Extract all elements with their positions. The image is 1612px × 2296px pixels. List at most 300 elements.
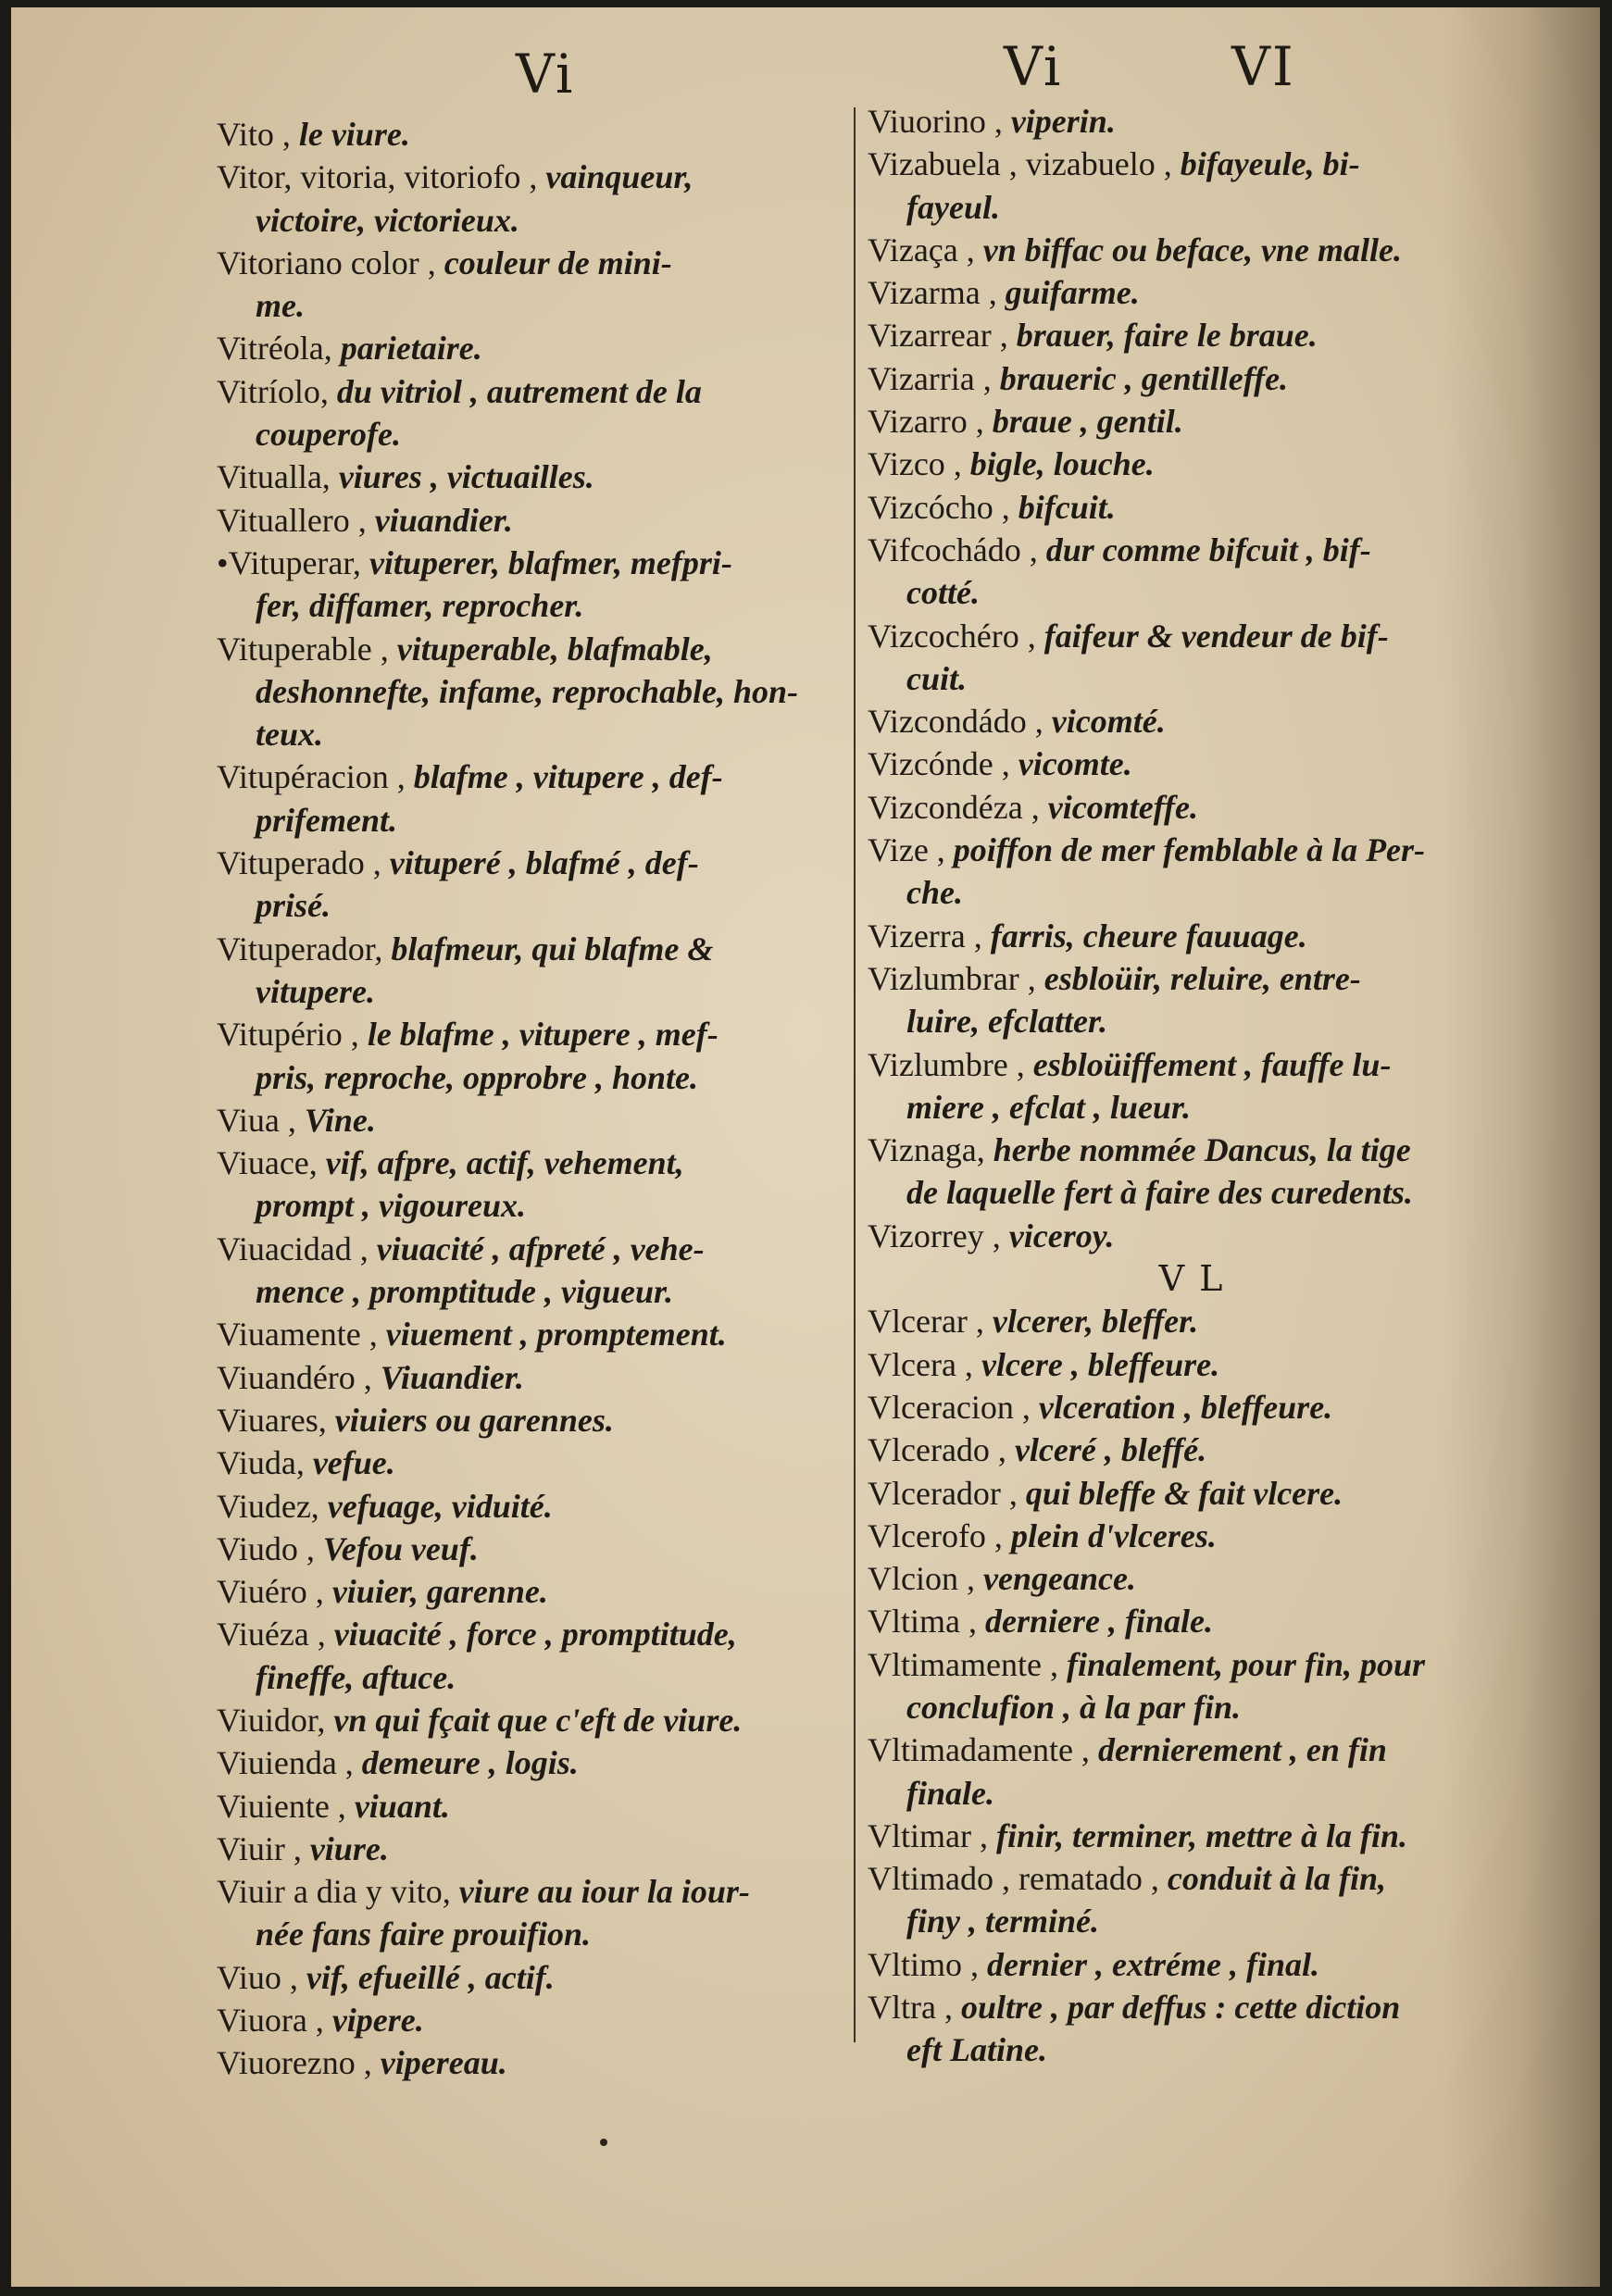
right-column: [868, 100, 1516, 2072]
definition: parietaire.: [340, 330, 482, 368]
headword: Vitupéracion ,: [217, 758, 414, 796]
dictionary-entry: [217, 542, 856, 628]
headword: Viudo ,: [217, 1529, 323, 1567]
entry-line: [868, 143, 1516, 185]
definition: vn qui fçait que c'eft de viure.: [333, 1701, 743, 1739]
entry-line: [868, 1429, 1516, 1471]
entry-line: [217, 1099, 856, 1142]
definition: viuandier.: [374, 501, 513, 539]
definition: oultre , par deffus : cette diction: [960, 1989, 1401, 2027]
entry-line: [217, 1313, 856, 1355]
definition: conclufion , à la par fin.: [906, 1688, 1242, 1726]
definition: che.: [906, 874, 963, 912]
dictionary-entry: [217, 1570, 856, 1613]
entry-line: [868, 742, 1516, 785]
definition: pris, reproche, opprobre , honte.: [256, 1058, 699, 1096]
dictionary-entry: [868, 529, 1516, 615]
headword: Vituperador,: [217, 930, 392, 967]
dictionary-entry: [217, 1741, 856, 1784]
headword: Vifcochádo ,: [868, 530, 1046, 568]
entry-line: [868, 1215, 1516, 1257]
entry-line: [217, 1142, 856, 1184]
entry-line: [217, 2041, 856, 2084]
dictionary-entry: [868, 443, 1516, 485]
entry-line: [217, 928, 856, 970]
definition: miere , efclat , lueur.: [906, 1088, 1191, 1126]
entry-line: [868, 1171, 1516, 1214]
definition: cuit.: [906, 659, 968, 697]
entry-line: [217, 628, 856, 670]
dictionary-entry: [217, 1956, 856, 1999]
dictionary-entry: [868, 1643, 1516, 1729]
definition: vipereau.: [380, 2044, 507, 2082]
dictionary-entry: [868, 1300, 1516, 1342]
definition: viuacité , afpreté , vehe-: [376, 1229, 705, 1267]
definition: brauer, faire le braue.: [1016, 317, 1318, 355]
headword: Vitor, vitoria, vitoriofo ,: [217, 158, 546, 196]
headword: Viuéza ,: [217, 1616, 334, 1653]
entry-line: [868, 100, 1516, 143]
definition: conduit à la fin,: [1167, 1860, 1386, 1898]
definition: mence , promptitude , vigueur.: [256, 1273, 674, 1311]
definition: poiffon de mer femblable à la Per-: [953, 831, 1426, 869]
dictionary-entry: [217, 842, 856, 928]
dictionary-entry: [868, 1515, 1516, 1557]
dictionary-entry: [217, 1356, 856, 1399]
entry-line: [868, 957, 1516, 1000]
entry-line: [868, 1343, 1516, 1386]
ink-dot: [600, 2139, 607, 2146]
dictionary-entry: [217, 1313, 856, 1355]
headword: Vizarria ,: [868, 359, 1000, 397]
headword: Viudez,: [217, 1487, 328, 1525]
left-column: [217, 113, 856, 2085]
dictionary-entry: [868, 1600, 1516, 1642]
headword: Vltra ,: [868, 1989, 961, 2027]
entry-line: [868, 1943, 1516, 1986]
headword: Viuda,: [217, 1444, 313, 1482]
headword: Viuacidad ,: [217, 1229, 377, 1267]
headword: Vlcion ,: [868, 1560, 983, 1598]
dictionary-entry: [217, 1142, 856, 1228]
headword: Viuo ,: [217, 1958, 306, 1996]
headword: Viuorezno ,: [217, 2044, 381, 2082]
entry-line: [868, 1686, 1516, 1728]
section-subheading: V L: [1158, 1258, 1225, 1300]
dictionary-entry: [217, 455, 856, 498]
dictionary-entry: [868, 1472, 1516, 1515]
dictionary-entry: [868, 400, 1516, 443]
entry-line: [217, 1056, 856, 1099]
definition: Vefou veuf.: [322, 1529, 479, 1567]
entry-line: [217, 884, 856, 927]
dictionary-entry: [217, 1228, 856, 1314]
dictionary-entry: [868, 615, 1516, 701]
entry-line: [217, 1184, 856, 1227]
right-column-entries-vi: [868, 100, 1516, 1257]
definition: qui bleffe & fait vlcere.: [1025, 1474, 1343, 1512]
dictionary-entry: [868, 1557, 1516, 1600]
definition: dernierement , en fin: [1097, 1731, 1387, 1769]
headword: Vlcerado ,: [868, 1431, 1015, 1469]
dictionary-entry: [217, 1013, 856, 1099]
definition: bifayeule, bi-: [1180, 145, 1360, 183]
entry-line: [868, 1515, 1516, 1557]
entry-line: [868, 1986, 1516, 2028]
dictionary-entry: [217, 156, 856, 242]
definition: vlcere , bleffeure.: [981, 1345, 1220, 1383]
headword: Viuienda ,: [217, 1744, 362, 1782]
dictionary-entry: [868, 1943, 1516, 1986]
entry-line: [217, 670, 856, 713]
headword: Vituperable ,: [217, 630, 397, 668]
running-head-left: Vi: [516, 43, 575, 106]
entry-line: [217, 1013, 856, 1055]
headword: Viuares,: [217, 1401, 335, 1439]
entry-line: [217, 799, 856, 842]
definition: fer, diffamer, reprocher.: [256, 587, 584, 625]
entry-line: [868, 1643, 1516, 1686]
headword: Vizarro ,: [868, 403, 993, 441]
headword: Vizlumbrar ,: [868, 959, 1044, 997]
entry-line: [217, 327, 856, 369]
definition: vlcerer, bleffer.: [992, 1303, 1199, 1341]
entry-line: [217, 1356, 856, 1399]
dictionary-entry: [217, 628, 856, 756]
entry-line: [868, 486, 1516, 529]
definition: viperin.: [1010, 103, 1116, 140]
definition: couleur de mini-: [444, 243, 672, 281]
definition: couperofe.: [256, 416, 401, 454]
entry-line: [868, 1000, 1516, 1042]
entry-line: [217, 1270, 856, 1313]
definition: teux.: [256, 716, 324, 754]
entry-line: [217, 1441, 856, 1484]
dictionary-entry: [868, 786, 1516, 829]
dictionary-entry: [217, 755, 856, 842]
entry-line: [868, 915, 1516, 957]
dictionary-entry: [217, 327, 856, 369]
dictionary-entry: [868, 1815, 1516, 1857]
entry-line: [868, 229, 1516, 271]
headword: Vizabuela , vizabuelo ,: [868, 145, 1181, 183]
headword: Vlcerar ,: [868, 1303, 993, 1341]
entry-line: [217, 1913, 856, 1955]
entry-line: [868, 1815, 1516, 1857]
dictionary-entry: [868, 486, 1516, 529]
definition: vif, afpre, actif, vehement,: [325, 1144, 684, 1182]
definition: vicomteffe.: [1047, 788, 1198, 826]
definition: plein d'vlceres.: [1010, 1516, 1217, 1554]
entry-line: [868, 357, 1516, 400]
dictionary-entry: [868, 1386, 1516, 1429]
entry-line: [217, 1699, 856, 1741]
definition: guifarme.: [1005, 274, 1140, 312]
entry-line: [868, 529, 1516, 571]
dictionary-entry: [217, 113, 856, 156]
headword: Viuidor,: [217, 1701, 334, 1739]
definition: Viuandier.: [380, 1358, 524, 1396]
definition: eft Latine.: [906, 2031, 1047, 2069]
entry-line: [868, 2028, 1516, 2071]
entry-line: [217, 370, 856, 413]
entry-line: [217, 413, 856, 455]
definition: vefue.: [312, 1444, 395, 1482]
entry-line: [868, 829, 1516, 871]
definition: de laquelle fert à faire des curedents.: [906, 1174, 1413, 1212]
dictionary-entry: [868, 1857, 1516, 1943]
headword: Viua ,: [217, 1101, 305, 1139]
definition: me.: [256, 287, 305, 325]
definition: vituperé , blafmé , def-: [389, 844, 699, 882]
entry-line: [868, 1600, 1516, 1642]
entry-line: [868, 1557, 1516, 1600]
entry-line: [217, 1785, 856, 1828]
dictionary-entry: [868, 1728, 1516, 1815]
definition: fineffe, aftuce.: [256, 1658, 456, 1696]
definition: le blafme , vitupere , mef-: [367, 1016, 719, 1054]
definition: demeure , logis.: [361, 1744, 579, 1782]
dictionary-entry: [217, 370, 856, 456]
definition: vengeance.: [982, 1560, 1136, 1598]
entry-line: [868, 1900, 1516, 1942]
headword: Vlcerador ,: [868, 1474, 1026, 1512]
entry-line: [868, 700, 1516, 742]
dictionary-entry: [217, 1785, 856, 1828]
dictionary-entry: [217, 1699, 856, 1741]
definition: née fans faire prouifion.: [256, 1915, 592, 1953]
headword: Viuorino ,: [868, 103, 1011, 140]
definition: vlceration , bleffeure.: [1038, 1388, 1333, 1426]
definition: farris, cheure fauuage.: [990, 917, 1307, 955]
dictionary-entry: [217, 242, 856, 328]
definition: dur comme bifcuit , bif-: [1045, 530, 1371, 568]
dictionary-entry: [217, 499, 856, 542]
dictionary-entry: [868, 1129, 1516, 1215]
headword: Vltimadamente ,: [868, 1731, 1098, 1769]
dictionary-entry: [868, 100, 1516, 143]
definition: finalement, pour fin, pour: [1066, 1645, 1426, 1683]
headword: Vizerra ,: [868, 917, 991, 955]
right-column-entries-vl: [868, 1300, 1516, 2071]
headword: Viuandéro ,: [217, 1358, 381, 1396]
entry-line: [868, 657, 1516, 700]
definition: prompt , vigoureux.: [256, 1187, 527, 1225]
entry-line: [217, 970, 856, 1013]
entry-line: [217, 156, 856, 198]
entry-line: [868, 871, 1516, 914]
definition: viure.: [309, 1829, 389, 1867]
headword: Vizcondéza ,: [868, 788, 1048, 826]
definition: vitupere.: [256, 972, 375, 1010]
definition: faifeur & vendeur de bif-: [1043, 617, 1389, 655]
entry-line: [217, 584, 856, 627]
headword: Vizcochéro ,: [868, 617, 1044, 655]
dictionary-entry: [868, 957, 1516, 1043]
entry-line: [868, 1043, 1516, 1086]
definition: vicomté.: [1051, 703, 1166, 741]
entry-line: [868, 1772, 1516, 1815]
definition: fayeul.: [906, 188, 1000, 226]
dictionary-entry: [868, 314, 1516, 356]
entry-line: [217, 713, 856, 755]
entry-line: [868, 571, 1516, 614]
definition: viure au iour la iour-: [458, 1873, 750, 1911]
headword: Viuamente ,: [217, 1316, 386, 1354]
definition: vituperer, blafmer, mefpri-: [369, 543, 732, 581]
definition: esbloüir, reluire, entre-: [1043, 959, 1361, 997]
entry-line: [217, 284, 856, 327]
definition: vipere.: [331, 2002, 424, 2040]
dictionary-entry: [217, 2041, 856, 2084]
definition: Vine.: [304, 1101, 376, 1139]
headword: Vlcerofo ,: [868, 1516, 1011, 1554]
entry-line: [217, 113, 856, 156]
definition: finale.: [906, 1774, 994, 1812]
headword: Vize ,: [868, 831, 954, 869]
dictionary-entry: [217, 1441, 856, 1484]
definition: cotté.: [906, 574, 980, 612]
definition: braue , gentil.: [992, 403, 1183, 441]
dictionary-entry: [868, 1343, 1516, 1386]
definition: du vitriol , autrement de la: [336, 372, 702, 410]
running-head-middle: Vi: [1004, 35, 1063, 98]
headword: Vizcónde ,: [868, 745, 1018, 783]
entry-line: [868, 615, 1516, 657]
dictionary-entry: [868, 700, 1516, 742]
definition: viuiers ou garennes.: [334, 1401, 614, 1439]
entry-line: [217, 842, 856, 884]
dictionary-entry: [217, 1828, 856, 1870]
entry-line: [868, 1386, 1516, 1429]
entry-line: [217, 1228, 856, 1270]
headword: Viuir a dia y vito,: [217, 1873, 459, 1911]
entry-line: [217, 242, 856, 284]
dictionary-entry: [217, 1870, 856, 1956]
headword: Vizlumbre ,: [868, 1045, 1033, 1083]
definition: le viure.: [298, 116, 410, 153]
headword: Vito ,: [217, 116, 299, 153]
headword: Vltimamente ,: [868, 1645, 1067, 1683]
dictionary-entry: [868, 742, 1516, 785]
headword: Vitréola,: [217, 330, 341, 368]
headword: Vltimado , rematado ,: [868, 1860, 1168, 1898]
definition: braueric , gentilleffe.: [999, 359, 1289, 397]
headword: Viuir ,: [217, 1829, 310, 1867]
entry-line: [217, 455, 856, 498]
headword: Vlcera ,: [868, 1345, 981, 1383]
entry-line: [868, 1086, 1516, 1129]
headword: Vizorrey ,: [868, 1217, 1009, 1254]
entry-line: [868, 1129, 1516, 1171]
definition: vif, efueillé , actif.: [306, 1958, 555, 1996]
entry-line: [868, 1728, 1516, 1771]
dictionary-entry: [217, 1399, 856, 1441]
headword: •Vituperar,: [217, 543, 369, 581]
definition: blafme , vitupere , def-: [413, 758, 723, 796]
headword: Vitríolo,: [217, 372, 337, 410]
entry-line: [217, 1870, 856, 1913]
definition: luire, efclatter.: [906, 1003, 1107, 1041]
definition: vainqueur,: [545, 158, 694, 196]
headword: Vitupério ,: [217, 1016, 368, 1054]
entry-line: [217, 1485, 856, 1528]
headword: Viuora ,: [217, 2002, 332, 2040]
headword: Vizcócho ,: [868, 488, 1018, 526]
dictionary-entry: [868, 829, 1516, 915]
headword: Vitualla,: [217, 458, 339, 496]
headword: Viznaga,: [868, 1131, 993, 1169]
headword: Viuace,: [217, 1144, 326, 1182]
running-head-right: VI: [1231, 35, 1295, 98]
definition: viuacité , force , promptitude,: [333, 1616, 737, 1653]
dictionary-entry: [868, 1215, 1516, 1257]
entry-line: [868, 1300, 1516, 1342]
entry-line: [868, 1472, 1516, 1515]
dictionary-entry: [217, 1099, 856, 1142]
definition: esbloüiffement , fauffe lu-: [1032, 1045, 1392, 1083]
headword: Vitoriano color ,: [217, 243, 444, 281]
dictionary-entry: [868, 229, 1516, 271]
entry-line: [217, 1999, 856, 2041]
entry-line: [217, 1528, 856, 1570]
entry-line: [868, 1857, 1516, 1900]
entry-line: [868, 443, 1516, 485]
headword: Vizarrear ,: [868, 317, 1017, 355]
entry-line: [217, 1570, 856, 1613]
entry-line: [217, 499, 856, 542]
entry-line: [868, 786, 1516, 829]
definition: finir, terminer, mettre à la fin.: [995, 1816, 1408, 1854]
definition: herbe nommée Dancus, la tige: [993, 1131, 1411, 1169]
dictionary-entry: [217, 1999, 856, 2041]
definition: viuant.: [354, 1787, 450, 1825]
headword: Vltima ,: [868, 1603, 985, 1641]
headword: Vizaça ,: [868, 231, 983, 268]
definition: viures , victuailles.: [338, 458, 594, 496]
dictionary-entry: [868, 915, 1516, 957]
dictionary-entry: [868, 1043, 1516, 1129]
entry-line: [217, 1656, 856, 1699]
definition: viuement , promptement.: [385, 1316, 727, 1354]
definition: blafmeur, qui blafme &: [391, 930, 714, 967]
definition: vn biffac ou beface, vne malle.: [982, 231, 1402, 268]
definition: vlceré , bleffé.: [1014, 1431, 1207, 1469]
definition: prisé.: [256, 887, 331, 925]
entry-line: [217, 1741, 856, 1784]
entry-line: [217, 1828, 856, 1870]
headword: Viuiente ,: [217, 1787, 355, 1825]
definition: deshonnefte, infame, reprochable, hon-: [256, 672, 799, 710]
entry-line: [217, 1956, 856, 1999]
entry-line: [217, 1399, 856, 1441]
dictionary-entry: [868, 1986, 1516, 2072]
headword: Vizarma ,: [868, 274, 1006, 312]
entry-line: [217, 199, 856, 242]
headword: Vltimo ,: [868, 1945, 988, 1983]
headword: Viuéro ,: [217, 1573, 332, 1611]
entry-line: [217, 542, 856, 584]
dictionary-entry: [217, 1613, 856, 1699]
dictionary-entry: [868, 271, 1516, 314]
entry-line: [868, 400, 1516, 443]
dictionary-page: [11, 7, 1600, 2287]
headword: Vizcondádo ,: [868, 703, 1052, 741]
definition: vicomte.: [1018, 745, 1132, 783]
headword: Vlceracion ,: [868, 1388, 1039, 1426]
headword: Vizco ,: [868, 445, 970, 483]
definition: finy , terminé.: [906, 1903, 1099, 1940]
